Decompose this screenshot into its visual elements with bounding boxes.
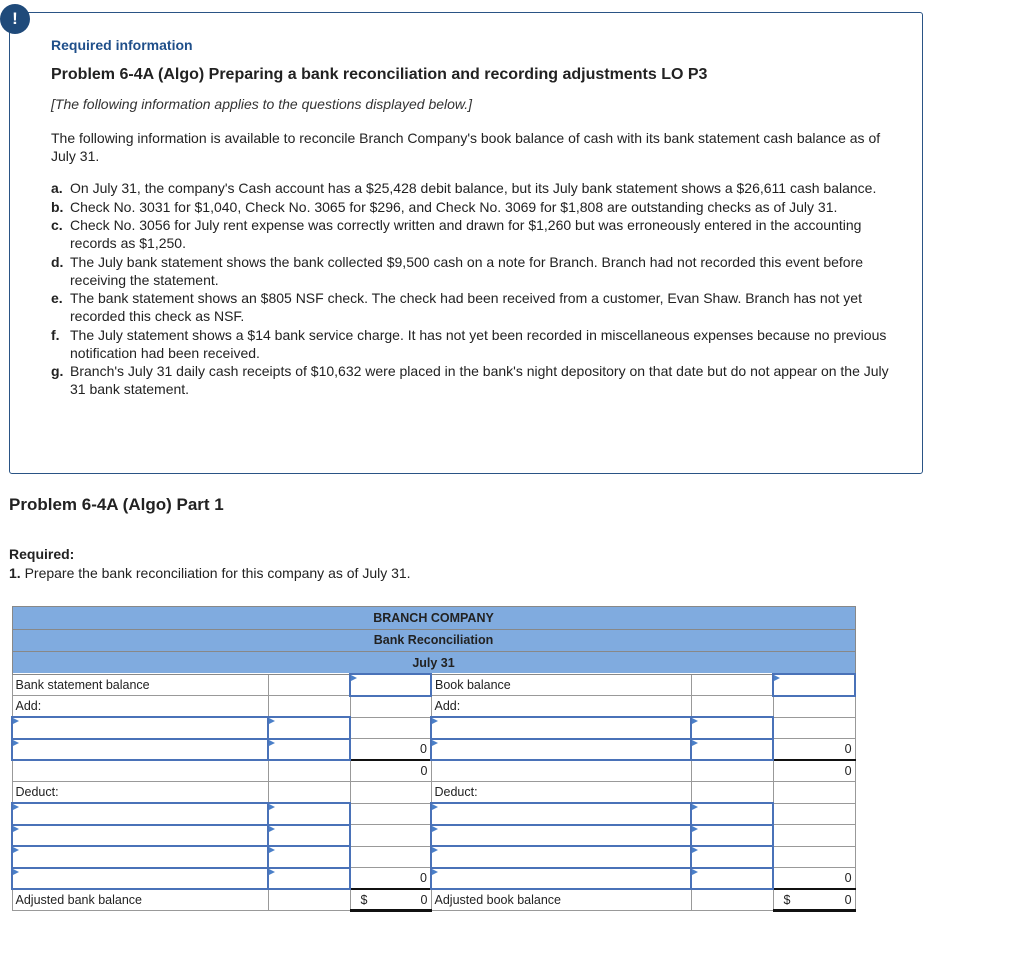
item-text: Check No. 3056 for July rent expense was correctly written and drawn for $1,260 but was erroneously entered in the accounting records as $1,250. xyxy=(70,217,862,251)
item-letter: a. xyxy=(51,180,63,196)
left-total-cell: 0 xyxy=(350,739,431,761)
table-row xyxy=(12,825,855,847)
right-total-cell: 0 xyxy=(773,868,855,890)
left-amount-cell xyxy=(268,696,350,718)
left-amount-input[interactable] xyxy=(268,825,350,847)
left-amount-input[interactable] xyxy=(268,868,350,890)
left-amount-input[interactable] xyxy=(268,739,350,761)
table-row xyxy=(12,846,855,868)
right-description-input[interactable] xyxy=(431,825,691,847)
right-amount-input[interactable] xyxy=(691,846,773,868)
right-balance-input[interactable] xyxy=(773,674,855,696)
table-row xyxy=(12,782,855,804)
left-amount-input[interactable] xyxy=(268,846,350,868)
total-value: 0 xyxy=(844,892,852,907)
applies-note: [The following information applies to the questions displayed below.] xyxy=(51,96,473,112)
table-row xyxy=(12,760,855,782)
right-amount-input[interactable] xyxy=(691,717,773,739)
item-letter: e. xyxy=(51,290,63,306)
right-description-input[interactable] xyxy=(431,803,691,825)
requirement-text xyxy=(9,565,411,581)
right-total-cell xyxy=(773,846,855,868)
left-description-input[interactable] xyxy=(12,717,268,739)
currency-symbol: $ xyxy=(783,892,791,907)
item-text: The July bank statement shows the bank collected $9,500 cash on a note for Branch. Branch had not recorded this event before receiving the statement. xyxy=(70,253,864,288)
table-row xyxy=(12,803,855,825)
right-description-input[interactable] xyxy=(431,717,691,739)
right-amount-input[interactable] xyxy=(691,739,773,761)
right-adjusted-balance-label: Adjusted book balance xyxy=(431,889,691,911)
problem-title: Problem 6-4A (Algo) Preparing a bank reconciliation and recording adjustments LO P3 xyxy=(51,66,708,83)
table-row xyxy=(12,889,855,911)
item-text: The July statement shows a $14 bank service charge. It has not yet been recorded in miscellaneous expenses because no previous notification had been received. xyxy=(70,326,887,361)
table-row xyxy=(12,696,855,718)
left-balance-label: Bank statement balance xyxy=(12,674,268,696)
intro-text: The following information is available to reconcile Branch Company's book balance of cash with its bank statement cash balance as of July 31. xyxy=(51,130,881,164)
left-amount-input[interactable] xyxy=(268,717,350,739)
right-amount-input[interactable] xyxy=(691,825,773,847)
right-amount-cell xyxy=(691,674,773,696)
right-total-cell xyxy=(773,717,855,739)
requirement-description: Prepare the bank reconciliation for this company as of July 31. xyxy=(20,565,411,581)
right-amount-cell xyxy=(691,696,773,718)
item-letter: d. xyxy=(51,253,64,270)
right-total-cell xyxy=(773,696,855,718)
left-amount-cell xyxy=(268,674,350,696)
currency-symbol: $ xyxy=(360,892,368,907)
table-row xyxy=(12,717,855,739)
right-total-cell xyxy=(773,803,855,825)
right-amount-cell xyxy=(691,889,773,911)
alert-icon: ! xyxy=(0,4,30,34)
item-letter: g. xyxy=(51,363,64,379)
right-total-cell xyxy=(773,782,855,804)
list-item xyxy=(51,326,891,362)
left-adjusted-balance-total xyxy=(350,889,431,911)
item-letter: c. xyxy=(51,217,63,233)
list-item xyxy=(51,253,891,289)
left-balance-input[interactable] xyxy=(350,674,431,696)
right-label-cell xyxy=(431,760,691,782)
information-list xyxy=(51,179,891,399)
list-item xyxy=(51,198,891,216)
left-total-cell xyxy=(350,846,431,868)
table-row xyxy=(12,674,855,696)
right-adjusted-balance-total xyxy=(773,889,855,911)
left-adjusted-balance-label: Adjusted bank balance xyxy=(12,889,268,911)
item-text: On July 31, the company's Cash account has a $25,428 debit balance, but its July bank statement shows a $26,611 cash balance. xyxy=(70,180,877,196)
left-subtotal-cell: 0 xyxy=(350,760,431,782)
left-section-label: Deduct: xyxy=(12,782,268,804)
right-balance-label: Book balance xyxy=(431,674,691,696)
list-item xyxy=(51,179,891,197)
right-amount-input[interactable] xyxy=(691,868,773,890)
left-section-label: Add: xyxy=(12,696,268,718)
right-amount-cell xyxy=(691,782,773,804)
left-amount-cell xyxy=(268,760,350,782)
left-total-cell xyxy=(350,717,431,739)
company-name: BRANCH COMPANY xyxy=(12,607,855,630)
left-total-cell xyxy=(350,696,431,718)
right-subtotal-cell: 0 xyxy=(773,760,855,782)
left-amount-cell xyxy=(268,889,350,911)
left-description-input[interactable] xyxy=(12,739,268,761)
item-text: Branch's July 31 daily cash receipts of $10,632 were placed in the bank's night depository on that date but do not appear on the July 31 bank statement. xyxy=(70,363,889,397)
requirement-number: 1. xyxy=(9,565,21,581)
table-row xyxy=(12,739,855,761)
part-title: Problem 6-4A (Algo) Part 1 xyxy=(9,495,224,514)
required-information-heading: Required information xyxy=(51,37,193,53)
left-description-input[interactable] xyxy=(12,846,268,868)
right-section-label: Add: xyxy=(431,696,691,718)
left-amount-cell xyxy=(268,782,350,804)
left-description-input[interactable] xyxy=(12,825,268,847)
item-text: Check No. 3031 for $1,040, Check No. 3065 for $296, and Check No. 3069 for $1,808 are outstanding checks as of July 31. xyxy=(70,198,838,215)
right-total-cell xyxy=(773,825,855,847)
statement-title: Bank Reconciliation xyxy=(12,629,855,652)
required-label: Required: xyxy=(9,546,75,562)
item-letter: b. xyxy=(51,198,64,215)
left-description-input[interactable] xyxy=(12,803,268,825)
table-row xyxy=(12,868,855,890)
left-total-cell xyxy=(350,825,431,847)
item-letter: f. xyxy=(51,326,60,343)
left-total-cell xyxy=(350,803,431,825)
left-label-cell xyxy=(12,760,268,782)
list-item xyxy=(51,289,891,325)
right-description-input[interactable] xyxy=(431,739,691,761)
total-value: 0 xyxy=(420,892,428,907)
left-description-input[interactable] xyxy=(12,868,268,890)
right-section-label: Deduct: xyxy=(431,782,691,804)
left-amount-input[interactable] xyxy=(268,803,350,825)
left-total-cell: 0 xyxy=(350,868,431,890)
list-item xyxy=(51,216,891,252)
right-description-input[interactable] xyxy=(431,868,691,890)
list-item xyxy=(51,362,891,398)
right-amount-input[interactable] xyxy=(691,803,773,825)
item-text: The bank statement shows an $805 NSF check. The check had been received from a customer, Evan Shaw. Branch has not yet recorded this check as NSF. xyxy=(70,290,862,324)
bank-reconciliation-table xyxy=(11,606,856,912)
right-amount-cell xyxy=(691,760,773,782)
statement-date: July 31 xyxy=(12,652,855,675)
left-total-cell xyxy=(350,782,431,804)
right-total-cell: 0 xyxy=(773,739,855,761)
right-description-input[interactable] xyxy=(431,846,691,868)
